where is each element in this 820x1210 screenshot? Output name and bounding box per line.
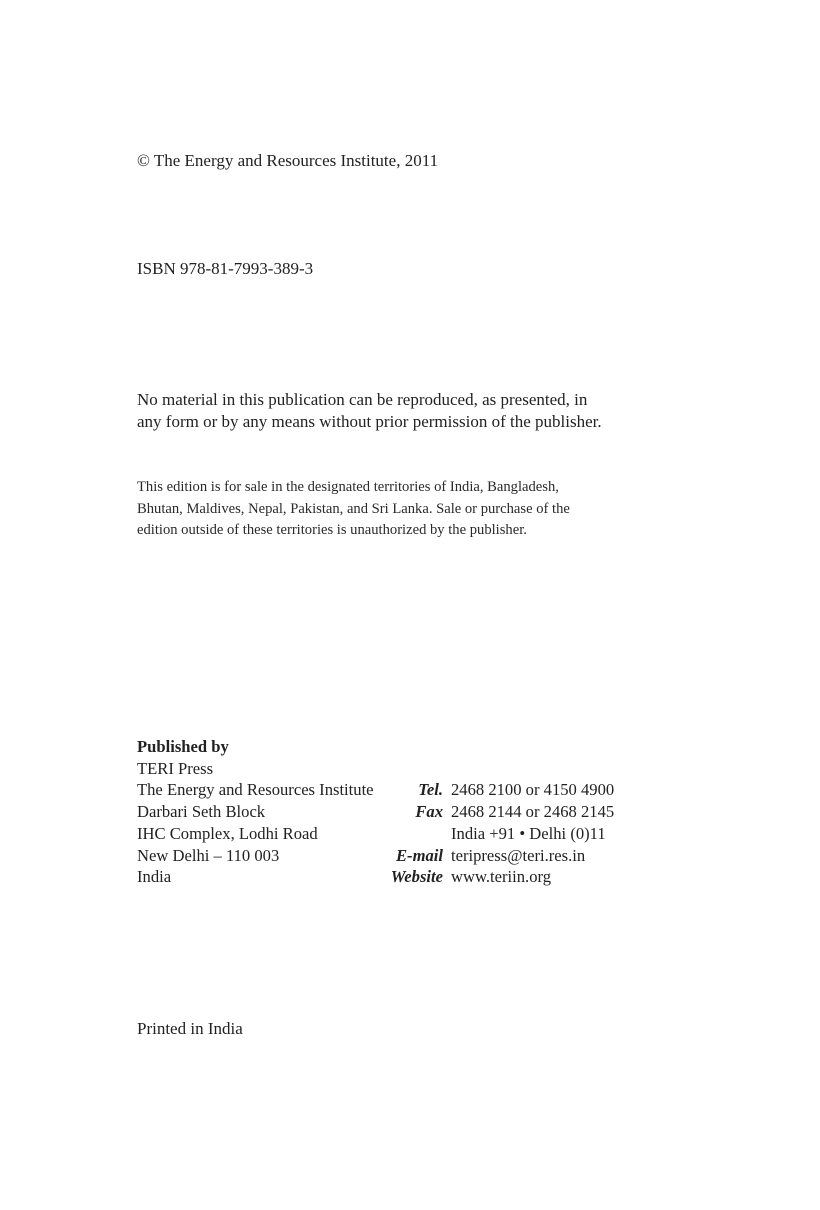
- contact-label: [379, 823, 451, 845]
- rights-notice: [137, 389, 602, 433]
- address-line: Darbari Seth Block: [137, 802, 266, 822]
- publisher-row: [137, 801, 614, 823]
- contact-label: Tel.: [418, 780, 443, 800]
- contact-value: 2468 2100 or 4150 4900: [451, 780, 615, 800]
- edition-line: Bhutan, Maldives, Nepal, Pakistan, and Sri Lanka. Sale or purchase of the: [137, 500, 570, 517]
- edition-line: edition outside of these territories is unauthorized by the publisher.: [137, 522, 527, 538]
- contact-value[interactable]: www.teriin.org: [451, 867, 552, 887]
- isbn: ISBN 978-81-7993-389-3: [137, 259, 314, 278]
- contact-label: E-mail: [395, 845, 443, 865]
- publisher-row: [137, 845, 614, 867]
- publisher-row: [137, 866, 614, 888]
- rights-line: any form or by any means without prior permission of the publisher.: [137, 412, 602, 431]
- rights-line: No material in this publication can be reproduced, as presented, in: [137, 390, 588, 409]
- publisher-block: [137, 736, 614, 888]
- address-line: IHC Complex, Lodhi Road: [137, 823, 318, 843]
- publisher-heading: Published by: [137, 737, 229, 756]
- publisher-row: [137, 823, 614, 845]
- address-line: India: [137, 867, 172, 887]
- publisher-row: [137, 758, 614, 780]
- edition-notice: [137, 477, 570, 542]
- contact-label: Fax: [415, 802, 443, 822]
- address-line: TERI Press: [137, 758, 214, 778]
- contact-value[interactable]: teripress@teri.res.in: [451, 845, 586, 865]
- contact-label: Website: [390, 867, 443, 887]
- contact-value: India +91 • Delhi (0)11: [451, 823, 606, 843]
- copyright-notice: © The Energy and Resources Institute, 2011: [137, 151, 439, 170]
- publisher-row: [137, 779, 614, 801]
- contact-value: 2468 2144 or 2468 2145: [451, 802, 615, 822]
- contact-label: [379, 758, 451, 780]
- address-line: New Delhi – 110 003: [137, 845, 280, 865]
- address-line: The Energy and Resources Institute: [137, 780, 374, 800]
- printed-in: Printed in India: [137, 1019, 243, 1038]
- edition-line: This edition is for sale in the designated territories of India, Bangladesh,: [137, 479, 559, 495]
